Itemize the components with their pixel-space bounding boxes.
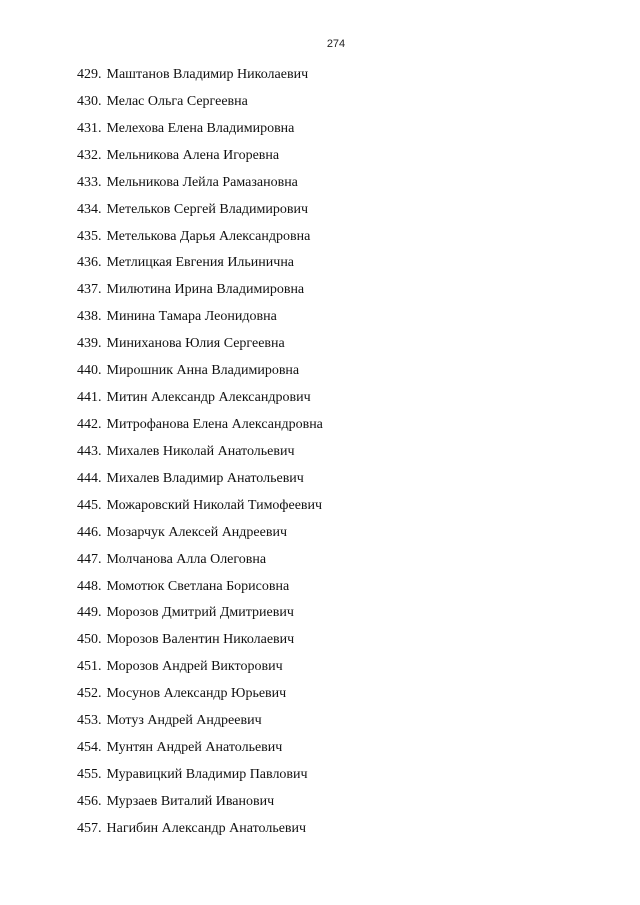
entry-number: 442. [77,416,102,432]
entry-number: 440. [77,363,102,379]
person-name: Мозарчук Алексей Андреевич [106,524,287,540]
entry-number: 436. [77,255,102,271]
list-item [77,604,323,631]
entry-number: 439. [77,336,102,352]
entry-number: 431. [77,120,102,136]
list-item [77,497,323,524]
person-name: Милютина Ирина Владимировна [106,282,305,298]
entry-number: 430. [77,93,102,109]
list-item [77,470,323,497]
person-name: Михалев Николай Анатольевич [106,443,295,459]
entry-number: 455. [77,766,102,782]
list-item [77,658,323,685]
list-item [77,281,323,308]
entry-number: 446. [77,524,102,540]
list-item [77,443,323,470]
person-name: Морозов Дмитрий Дмитриевич [106,605,294,621]
entry-number: 450. [77,632,102,648]
list-item [77,120,323,147]
person-name: Мельникова Алена Игоревна [106,147,280,163]
list-item [77,174,323,201]
list-item [77,362,323,389]
person-name: Митин Александр Александрович [106,390,311,406]
person-name: Метельков Сергей Владимирович [106,201,309,217]
entry-number: 432. [77,147,102,163]
person-name: Нагибин Александр Анатольевич [106,820,307,836]
list-item [77,335,323,362]
entry-number: 429. [77,67,102,82]
person-name: Мелас Ольга Сергеевна [106,93,248,109]
entry-number: 447. [77,551,102,567]
name-list [77,66,323,847]
entry-number: 448. [77,578,102,594]
list-item [77,147,323,174]
entry-number: 435. [77,228,102,244]
list-item [77,685,323,712]
entry-number: 451. [77,659,102,675]
person-name: Миниханова Юлия Сергеевна [106,336,285,352]
person-name: Мурзаев Виталий Иванович [106,793,275,809]
list-item [77,739,323,766]
entry-number: 433. [77,174,102,190]
list-item [77,766,323,793]
person-name: Минина Тамара Леонидовна [106,309,277,325]
entry-number: 457. [77,820,102,836]
list-item [77,631,323,658]
list-item [77,389,323,416]
entry-number: 449. [77,605,102,621]
entry-number: 453. [77,713,102,729]
person-name: Маштанов Владимир Николаевич [106,67,309,82]
person-name: Молчанова Алла Олеговна [106,551,267,567]
entry-number: 456. [77,793,102,809]
page-number: 274 [326,38,346,50]
list-item [77,254,323,281]
list-item [77,93,323,120]
list-item [77,201,323,228]
person-name: Михалев Владимир Анатольевич [106,470,304,486]
person-name: Можаровский Николай Тимофеевич [106,497,323,513]
entry-number: 443. [77,443,102,459]
entry-number: 437. [77,282,102,298]
list-item [77,66,323,93]
list-item [77,524,323,551]
entry-number: 441. [77,390,102,406]
entry-number: 438. [77,309,102,325]
list-item [77,820,323,847]
list-item [77,578,323,605]
list-item [77,793,323,820]
list-item [77,416,323,443]
person-name: Метлицкая Евгения Ильинична [106,255,295,271]
entry-number: 452. [77,686,102,702]
person-name: Мосунов Александр Юрьевич [106,686,287,702]
entry-number: 434. [77,201,102,217]
list-item [77,551,323,578]
person-name: Мотуз Андрей Андреевич [106,713,262,729]
person-name: Момотюк Светлана Борисовна [106,578,290,594]
person-name: Мелехова Елена Владимировна [106,120,295,136]
person-name: Мунтян Андрей Анатольевич [106,740,283,756]
person-name: Мельникова Лейла Рамазановна [106,174,298,190]
entry-number: 454. [77,740,102,756]
list-item [77,308,323,335]
person-name: Муравицкий Владимир Павлович [106,766,308,782]
entry-number: 444. [77,470,102,486]
person-name: Метелькова Дарья Александровна [106,228,311,244]
list-item [77,228,323,255]
entry-number: 445. [77,497,102,513]
person-name: Митрофанова Елена Александровна [106,416,323,432]
person-name: Морозов Валентин Николаевич [106,632,295,648]
list-item [77,712,323,739]
person-name: Мирошник Анна Владимировна [106,363,300,379]
person-name: Морозов Андрей Викторович [106,659,283,675]
